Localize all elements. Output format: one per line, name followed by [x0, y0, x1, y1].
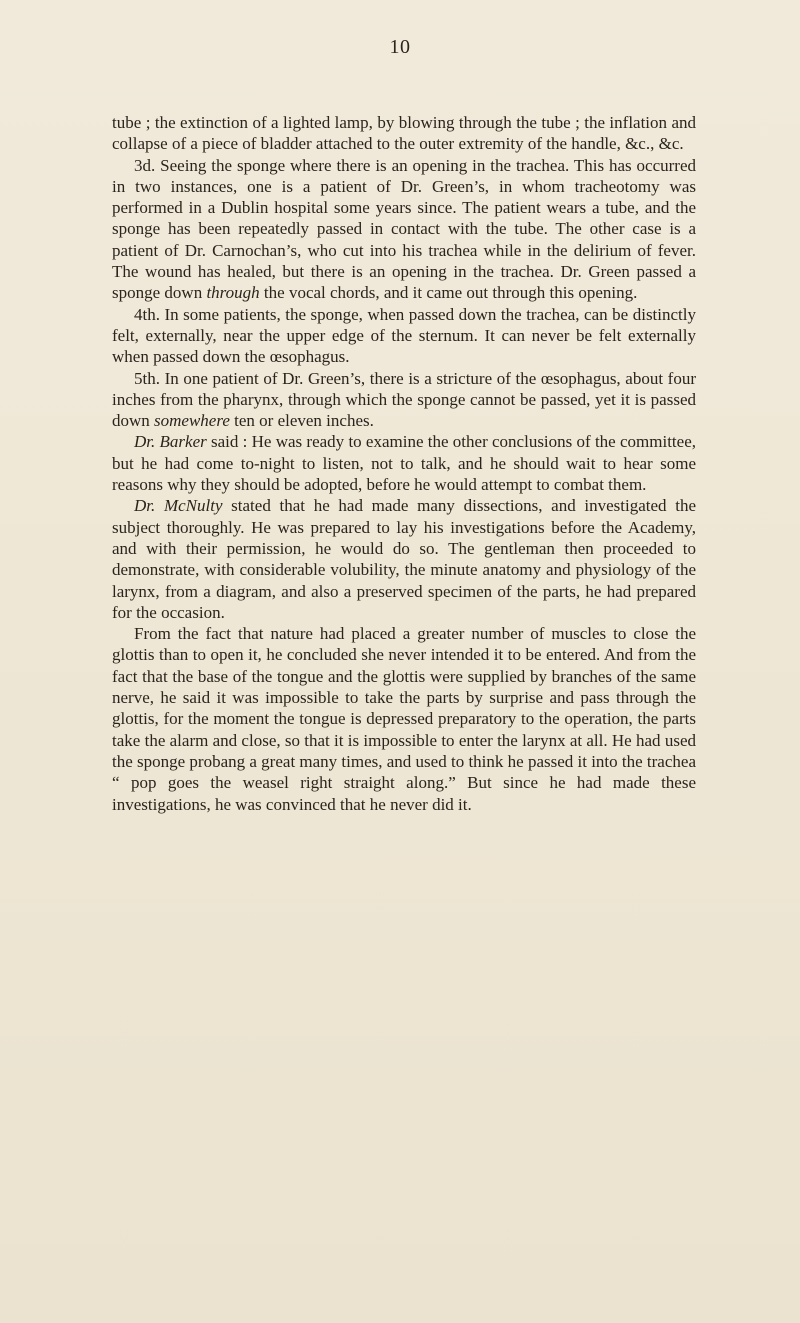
paragraph-6 [112, 495, 696, 623]
paragraph-5 [112, 431, 696, 495]
speaker-name-barker: Dr. Barker [134, 432, 207, 452]
paragraph-2-emphasis: through [206, 283, 260, 303]
paragraph-6-text: stated that he had made many dissections, and investigated the subject thoroughly. He was prepared to lay his investigations before the Academy, and with their permission, he would do so. The gentleman then proceeded to demonstrate, with considerable volubility, the minute anatomy and physiology of the larynx, from a diagram, and also a preserved specimen of the parts, he had prepared for the occasion. [112, 496, 696, 622]
page-number: 10 [389, 36, 411, 58]
paragraph-2-end: the vocal chords, and it came out through this opening. [263, 283, 638, 303]
speaker-name-mcnulty: Dr. McNulty [134, 496, 223, 516]
body-text [112, 112, 696, 815]
paragraph-1: tube ; the extinction of a lighted lamp, by blowing through the tube ; the inflation and collapse of a piece of bladder attached to the outer extremity of the handle, &c., &c. [112, 113, 696, 154]
paragraph-7: From the fact that nature had placed a greater number of muscles to close the glottis than to open it, he concluded she never intended it to be entered. And from the fact that the base of the tongue and the glottis were supplied by branches of the same nerve, he said it was impossible to take the parts by surprise and pass through the glottis, for the moment the tongue is depressed preparatory to the operation, the parts take the alarm and close, so that it is impossible to enter the larynx at all. He had used the sponge probang a great many times, and used to think he passed it into the trachea “ pop goes the weasel right straight along.” But since he had made these investigations, he was convinced that he never did it. [112, 624, 696, 814]
paragraph-4 [112, 368, 696, 432]
paragraph-5-text: said : He was ready to examine the other conclusions of the committee, but he had come to-night to listen, not to talk, and he should wait to hear some reasons why they should be adopted, before he would attempt to combat them. [112, 432, 696, 495]
paragraph-4-emphasis: somewhere [154, 411, 230, 431]
paragraph-4-text: 5th. In one patient of Dr. Green’s, there is a stricture of the œsophagus, about four inches from the pharynx, through which the sponge cannot be passed, yet it is passed down [112, 368, 696, 431]
paragraph-3: 4th. In some patients, the sponge, when passed down the trachea, can be distinctly felt, externally, near the upper edge of the sternum. It can never be felt externally when passed down the œsophagus. [112, 304, 696, 367]
paragraph-4-end: ten or eleven inches. [234, 411, 374, 431]
paragraph-2 [112, 155, 696, 304]
paragraph-2-text: 3d. Seeing the sponge where there is an opening in the trachea. This has occurred in two instances, one is a patient of Dr. Green’s, in whom tracheotomy was performed in a Dublin hospital some years since. The patient wears a tube, and the sponge has been repeatedly passed in contact with the tube. The other case is a patient of Dr. Carnochan’s, who cut into his trachea while in the delirium of fever. The wound has healed, but there is an opening in the trachea. Dr. Green passed a sponge down [112, 155, 696, 303]
